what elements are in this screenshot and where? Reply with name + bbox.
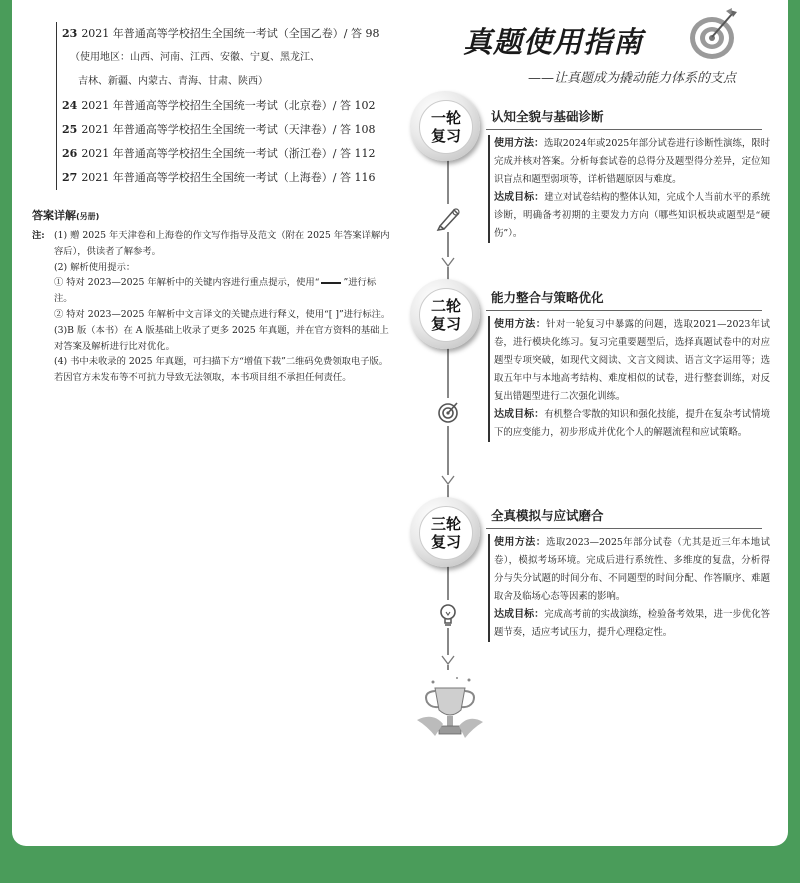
divider (486, 129, 762, 130)
note-label: 注: (32, 230, 45, 241)
chevron-down-icon (441, 475, 455, 485)
pencil-scroll-icon (434, 204, 462, 232)
toc-region-note: （使用地区：山西、河南、江西、安徽、宁夏、黑龙江、 (70, 52, 320, 63)
round-title-1: 认知全貌与基础诊断 (491, 109, 604, 124)
target-icon (434, 398, 462, 426)
table-of-contents (56, 22, 392, 190)
toc-item[interactable]: 26 2021 年普通高等学校招生全国统一考试（浙江卷）/ 答 112 (62, 147, 376, 160)
round-body-3: 使用方法：选取2023—2025年部分试卷（尤其是近三年本地试卷），模拟考场环境。完成后进行系统性、多维度的复盘，分析得分与失分试题的时间分布、不同题型的时间分配、作答顺序、难题取舍及临场心态等因素的影响。 达成目标：完成高考前的实战演练，检验备考效果，进一步优化答题节奏，适应考试压力，提升心理稳定性。 (488, 534, 770, 642)
divider (486, 528, 762, 529)
note-paragraph: (1) 赠 2025 年天津卷和上海卷的作文写作指导及范文（附在 2025 年答案详解内容后），供读者了解参考。 (54, 230, 390, 257)
round-title-3: 全真模拟与应试磨合 (491, 508, 604, 523)
note-paragraph: ② 特对 2023—2025 年解析中文言译文的关键点进行释义，使用“[ ]”进行标注。 (54, 308, 391, 320)
divider (486, 310, 762, 311)
toc-region-note: 吉林、新疆、内蒙古、青海、甘肃、陕西） (78, 76, 268, 87)
target-dart-icon (680, 6, 740, 62)
toc-item[interactable]: 27 2021 年普通高等学校招生全国统一考试（上海卷）/ 答 116 (62, 171, 376, 184)
note-paragraph: (2) 解析使用提示： (54, 261, 136, 273)
guide-title: 真题使用指南 (463, 25, 644, 59)
round-badge-3: 三轮 复习 (410, 497, 480, 567)
round-title-2: 能力整合与策略优化 (491, 290, 604, 305)
toc-item[interactable]: 23 2021 年普通高等学校招生全国统一考试（全国乙卷）/ 答 98 (62, 27, 380, 40)
guide-subtitle: ——让真题成为撬动能力体系的支点 (528, 71, 737, 86)
answers-section-title: 答案详解(另册) (32, 209, 100, 222)
answers-notes (32, 228, 392, 386)
round-body-2: 使用方法：针对一轮复习中暴露的问题，选取2021—2023年试卷，进行模块化练习。复习完重要题型后，选择真题试卷中的对应题型专项突破，如现代文阅读、文言文阅读、语言文字运用等；选取五年中与本地高考结构、难度相似的试卷，进行整套训练，对反复出错题型进行二次强化训练。 达成目标：有机整合零散的知识和强化技能，提升在复杂考试情境下的应变能力，初步形成并优化个人的解题流程和应试策略。 (488, 316, 770, 442)
note-paragraph: ① 特对 2023—2025 年解析中的关键内容进行重点提示，使用“ ”进行标注。 (54, 277, 377, 305)
note-paragraph: (3)B 版（本书）在 A 版基础上收录了更多 2025 年真题，并在官方资料的基础上对答案及解析进行比对优化。 (54, 324, 389, 352)
underline-mark-icon (321, 282, 341, 284)
lightbulb-icon (434, 600, 462, 628)
toc-item[interactable]: 24 2021 年普通高等学校招生全国统一考试（北京卷）/ 答 102 (62, 99, 376, 112)
round-badge-2: 二轮 复习 (410, 279, 480, 349)
chevron-down-icon (441, 655, 455, 665)
trophy-icon (413, 676, 487, 744)
chevron-down-icon (441, 257, 455, 267)
note-paragraph: (4) 书中未收录的 2025 年真题，可扫描下方“增值下载”二维码免费领取电子版。若因官方未发布等不可抗力导致无法领取，本书项目组不承担任何责任。 (54, 356, 389, 384)
toc-item[interactable]: 25 2021 年普通高等学校招生全国统一考试（天津卷）/ 答 108 (62, 123, 376, 136)
round-badge-1: 一轮 复习 (410, 91, 480, 161)
round-body-1: 使用方法：选取2024年或2025年部分试卷进行诊断性演练，限时完成并核对答案。分析每套试卷的总得分及题型得分差异，定位知识盲点和题型弱项等，详析错题原因与难度。 达成目标：建立对试卷结构的整体认知，完成个人当前水平的系统诊断，明确备考初期的主要发力方向（哪些知识板块或题型是“硬伤”）。 (488, 135, 770, 243)
